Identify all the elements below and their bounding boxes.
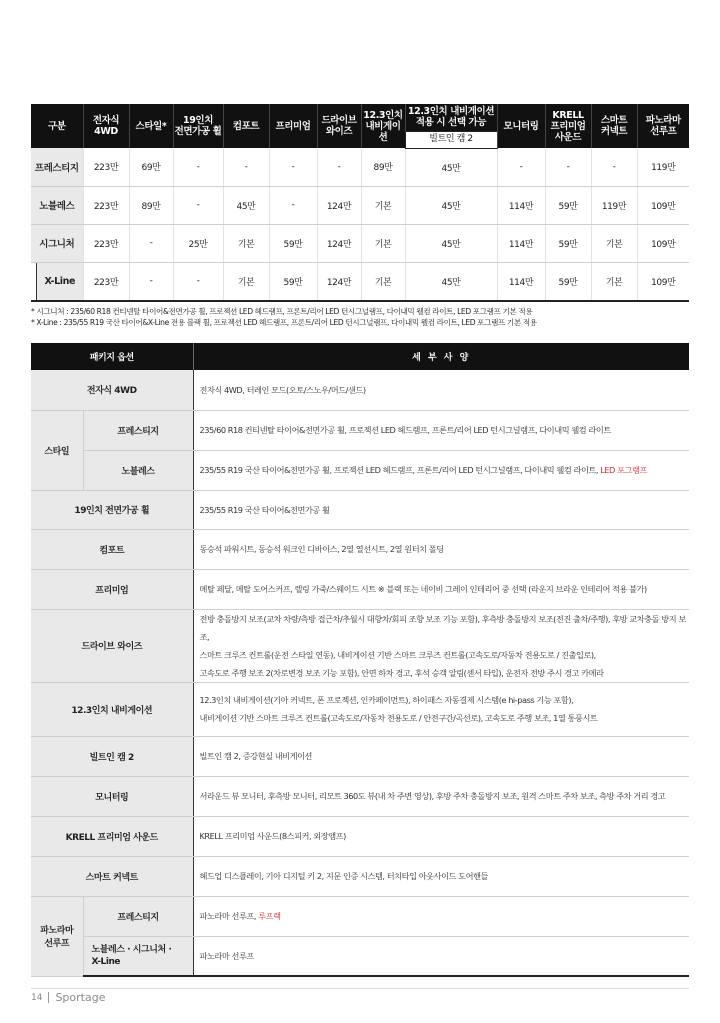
pkg-detail: [193, 450, 689, 490]
price-cell: 기본: [591, 224, 637, 262]
header-premium: 프리미엄: [269, 104, 317, 148]
header-style: 스타일*: [129, 104, 173, 148]
price-cell: 45만: [405, 148, 497, 186]
price-cell: 124만: [317, 262, 361, 301]
pkg-row-navigation: [31, 682, 689, 736]
price-cell: 223만: [83, 148, 129, 186]
pkg-detail-text: 파노라마 선루프,: [199, 911, 259, 921]
price-cell: 59만: [545, 262, 591, 301]
header-monitoring: 모니터링: [497, 104, 545, 148]
trim-row-xline: [31, 262, 689, 301]
price-cell: 59만: [545, 186, 591, 224]
pkg-row-panorama-prestige: [31, 896, 689, 936]
pkg-row-style-prestige: [31, 410, 689, 450]
price-cell: 223만: [83, 262, 129, 301]
pkg-detail-line: 12.3인치 내비게이션(기아 커넥트, 폰 프로젝션, 인카페이먼트), 하이패스 자동결제 시스템(e hi-pass 기능 포함),: [199, 695, 574, 705]
footer-divider: [48, 992, 49, 1003]
header-navigation: 12.3인치 내비게이션: [361, 104, 405, 148]
pkg-name: 전자식 4WD: [31, 370, 193, 410]
price-cell: 기본: [223, 224, 269, 262]
price-cell: 109만: [637, 186, 689, 224]
price-cell: 25만: [173, 224, 223, 262]
price-cell: 119만: [591, 186, 637, 224]
trim-name: 노블레스: [31, 186, 83, 224]
pkg-name: 노블레스 · 시그니처 · X-Line: [83, 936, 193, 976]
price-cell: -: [545, 148, 591, 186]
price-cell: 59만: [269, 262, 317, 301]
header-19inch-wheel: 19인치 전면가공 휠: [173, 104, 223, 148]
pkg-row-19inch-wheel: [31, 490, 689, 529]
pkg-name: 모니터링: [31, 776, 193, 816]
pkg-name: 컴포트: [31, 529, 193, 569]
pkg-row-smart-connect: [31, 856, 689, 896]
pkg-name: 드라이브 와이즈: [31, 609, 193, 682]
price-cell: -: [173, 262, 223, 301]
trim-row-signature: [31, 224, 689, 262]
price-cell: 89만: [129, 186, 173, 224]
footnote-xline: * X-Line : 235/55 R19 국산 타이어&X-Line 전용 블랙 휠, 프로젝션 LED 헤드램프, 프론트/리어 LED 턴시그널램프, 다이내믹 웰컴 라이트, LED 포그램프 기본 적용: [31, 318, 537, 327]
footnote-signature: * 시그니처 : 235/60 R18 컨티넨탈 타이어&전면가공 휠, 프로젝션 LED 헤드램프, 프론트/리어 LED 턴시그널램프, 다이내믹 웰컴 라이트, LED 포그램프 기본 적용: [31, 307, 533, 316]
pkg-row-builtin-cam: [31, 736, 689, 776]
price-cell: 59만: [545, 224, 591, 262]
price-cell: 119만: [637, 148, 689, 186]
pkg-name: 프레스티지: [83, 896, 193, 936]
price-cell: 45만: [405, 224, 497, 262]
price-cell: -: [317, 148, 361, 186]
pkg-row-comfort: [31, 529, 689, 569]
header-comfort: 컴포트: [223, 104, 269, 148]
trim-name: 프레스티지: [31, 148, 83, 186]
pkg-detail: 메탈 페달, 메탈 도어스커프, 렐링 가죽/스웨이드 시트 ※ 블랙 또는 네이비 그레이 인테리어 중 선택 (라운지 브라운 인테리어 적용 불가): [193, 569, 689, 609]
pkg-name: 노블레스: [83, 450, 193, 490]
price-cell: 223만: [83, 186, 129, 224]
pkg-detail-line: 내비게이션 기반 스마트 크루즈 컨트롤(고속도로/자동차 전용도로 / 안전구간/곡선로), 고속도로 주행 보조, 1열 통풍시트: [199, 713, 598, 723]
price-cell: 45만: [405, 186, 497, 224]
pkg-row-style-noblesse: [31, 450, 689, 490]
pkg-detail-highlight: 루프랙: [258, 911, 281, 921]
pkg-detail: KRELL 프리미엄 사운드(8스피커, 외장앰프): [193, 816, 689, 856]
pkg-detail-line: 고속도로 주행 보조 2(차로변경 보조 기능 포함), 안면 하차 경고, 후석 승객 알림(센서 타입), 운전자 전방 주시 경고 카메라: [199, 667, 604, 678]
pkg-detail: 빌트인 캠 2, 증강현실 내비게이션: [193, 736, 689, 776]
price-cell: 114만: [497, 186, 545, 224]
header-package-option: 패키지 옵션: [31, 343, 193, 370]
pkg-detail: 동승석 파워시트, 동승석 워크인 디바이스, 2열 열선시트, 2열 원터치 폴딩: [193, 529, 689, 569]
trim-name-cell: [31, 262, 83, 301]
header-navigation-option: 12.3인치 내비게이션 적용 시 선택 가능: [405, 104, 497, 131]
header-category: 구분: [31, 104, 83, 148]
pkg-detail: [193, 896, 689, 936]
pkg-name: 19인치 전면가공 휠: [31, 490, 193, 529]
pkg-name: KRELL 프리미엄 사운드: [31, 816, 193, 856]
header-builtin-cam: 빌트인 캠 2: [405, 131, 497, 148]
price-cell: 109만: [637, 224, 689, 262]
price-cell: 기본: [223, 262, 269, 301]
pkg-detail: 235/60 R18 컨티넨탈 타이어&전면가공 휠, 프로젝션 LED 헤드램프, 프론트/리어 LED 턴시그널램프, 다이내믹 웰컴 라이트: [193, 410, 689, 450]
header-drivewise: 드라이브 와이즈: [317, 104, 361, 148]
price-cell: 124만: [317, 224, 361, 262]
pkg-name: 스마트 커넥트: [31, 856, 193, 896]
price-cell: 59만: [269, 224, 317, 262]
pkg-group-style: 스타일: [31, 410, 83, 490]
price-cell: 45만: [223, 186, 269, 224]
pkg-detail: [193, 682, 689, 736]
price-cell: -: [173, 186, 223, 224]
price-cell: -: [269, 186, 317, 224]
pkg-name: 프레스티지: [83, 410, 193, 450]
price-cell: -: [129, 262, 173, 301]
pkg-detail-text: 235/55 R19 국산 타이어&전면가공 휠, 프로젝션 LED 헤드램프, 프론트/리어 LED 턴시그널램프, 다이내믹 웰컴 라이트,: [199, 465, 601, 475]
header-krell-sound: KRELL 프리미엄 사운드: [545, 104, 591, 148]
pkg-row-premium: [31, 569, 689, 609]
price-cell: 109만: [637, 262, 689, 301]
price-cell: 124만: [317, 186, 361, 224]
price-cell: -: [497, 148, 545, 186]
price-cell: -: [591, 148, 637, 186]
price-cell: 기본: [361, 262, 405, 301]
price-cell: -: [129, 224, 173, 262]
page-number: 14: [31, 992, 43, 1003]
price-cell: -: [269, 148, 317, 186]
pkg-detail: 서라운드 뷰 모니터, 후측방 모니터, 리모트 360도 뷰(내 차 주변 영상), 후방 주차 충돌방지 보조, 원격 스마트 주차 보조, 측방 주차 거리 경고: [193, 776, 689, 816]
pkg-detail-line: 전방 충돌방지 보조(교차 차량/측방 접근차/추월시 대향차/회피 조향 보조 기능 포함), 후측방 충돌방지 보조(전진 출차/주행), 후방 교차충돌 방지 보조,: [199, 613, 686, 642]
price-cell: 69만: [129, 148, 173, 186]
pkg-detail-line: 스마트 크루즈 컨트롤(운전 스타일 연동), 내비게이션 기반 스마트 크루즈 컨트롤(고속도로/자동차 전용도로 / 진출입로),: [199, 649, 596, 660]
price-cell: -: [223, 148, 269, 186]
pkg-detail: 파노라마 선루프: [193, 936, 689, 976]
trim-name: 시그니처: [31, 224, 83, 262]
pkg-row-4wd: [31, 370, 689, 410]
price-cell: 114만: [497, 262, 545, 301]
pkg-group-panorama: 파노라마 선루프: [31, 896, 83, 976]
pkg-name: 프리미엄: [31, 569, 193, 609]
pkg-detail: [193, 609, 689, 682]
package-detail-table: [31, 343, 689, 977]
price-cell: -: [173, 148, 223, 186]
brand-name: Sportage: [55, 991, 106, 1004]
trim-name: X-Line: [36, 263, 83, 300]
header-detail-spec: 세 부 사 양: [193, 343, 689, 370]
price-cell: 기본: [591, 262, 637, 301]
option-price-table: [31, 104, 689, 302]
price-cell: 89만: [361, 148, 405, 186]
trim-row-noblesse: [31, 186, 689, 224]
pkg-row-krell: [31, 816, 689, 856]
header-4wd: 전자식 4WD: [83, 104, 129, 148]
price-cell: 223만: [83, 224, 129, 262]
pkg-name: 빌트인 캠 2: [31, 736, 193, 776]
header-panorama-sunroof: 파노라마 선루프: [637, 104, 689, 148]
price-cell: 114만: [497, 224, 545, 262]
pkg-row-monitoring: [31, 776, 689, 816]
pkg-detail: 전자식 4WD, 터레인 모드(오토/스노우/머드/샌드): [193, 370, 689, 410]
pkg-name: 12.3인치 내비게이션: [31, 682, 193, 736]
header-smart-connect: 스마트 커넥트: [591, 104, 637, 148]
price-cell: 기본: [361, 224, 405, 262]
pkg-row-drivewise: [31, 609, 689, 682]
pkg-detail: 헤드업 디스플레이, 기아 디지털 키 2, 지문 인증 시스템, 터치타입 아웃사이드 도어핸들: [193, 856, 689, 896]
page-footer: [31, 988, 689, 1004]
price-cell: 45만: [405, 262, 497, 301]
pkg-row-panorama-others: [31, 936, 689, 976]
footnotes: [31, 306, 691, 328]
pkg-detail: 235/55 R19 국산 타이어&전면가공 휠: [193, 490, 689, 529]
trim-row-prestige: [31, 148, 689, 186]
price-cell: 기본: [361, 186, 405, 224]
pkg-detail-highlight: LED 포그램프: [600, 465, 647, 475]
